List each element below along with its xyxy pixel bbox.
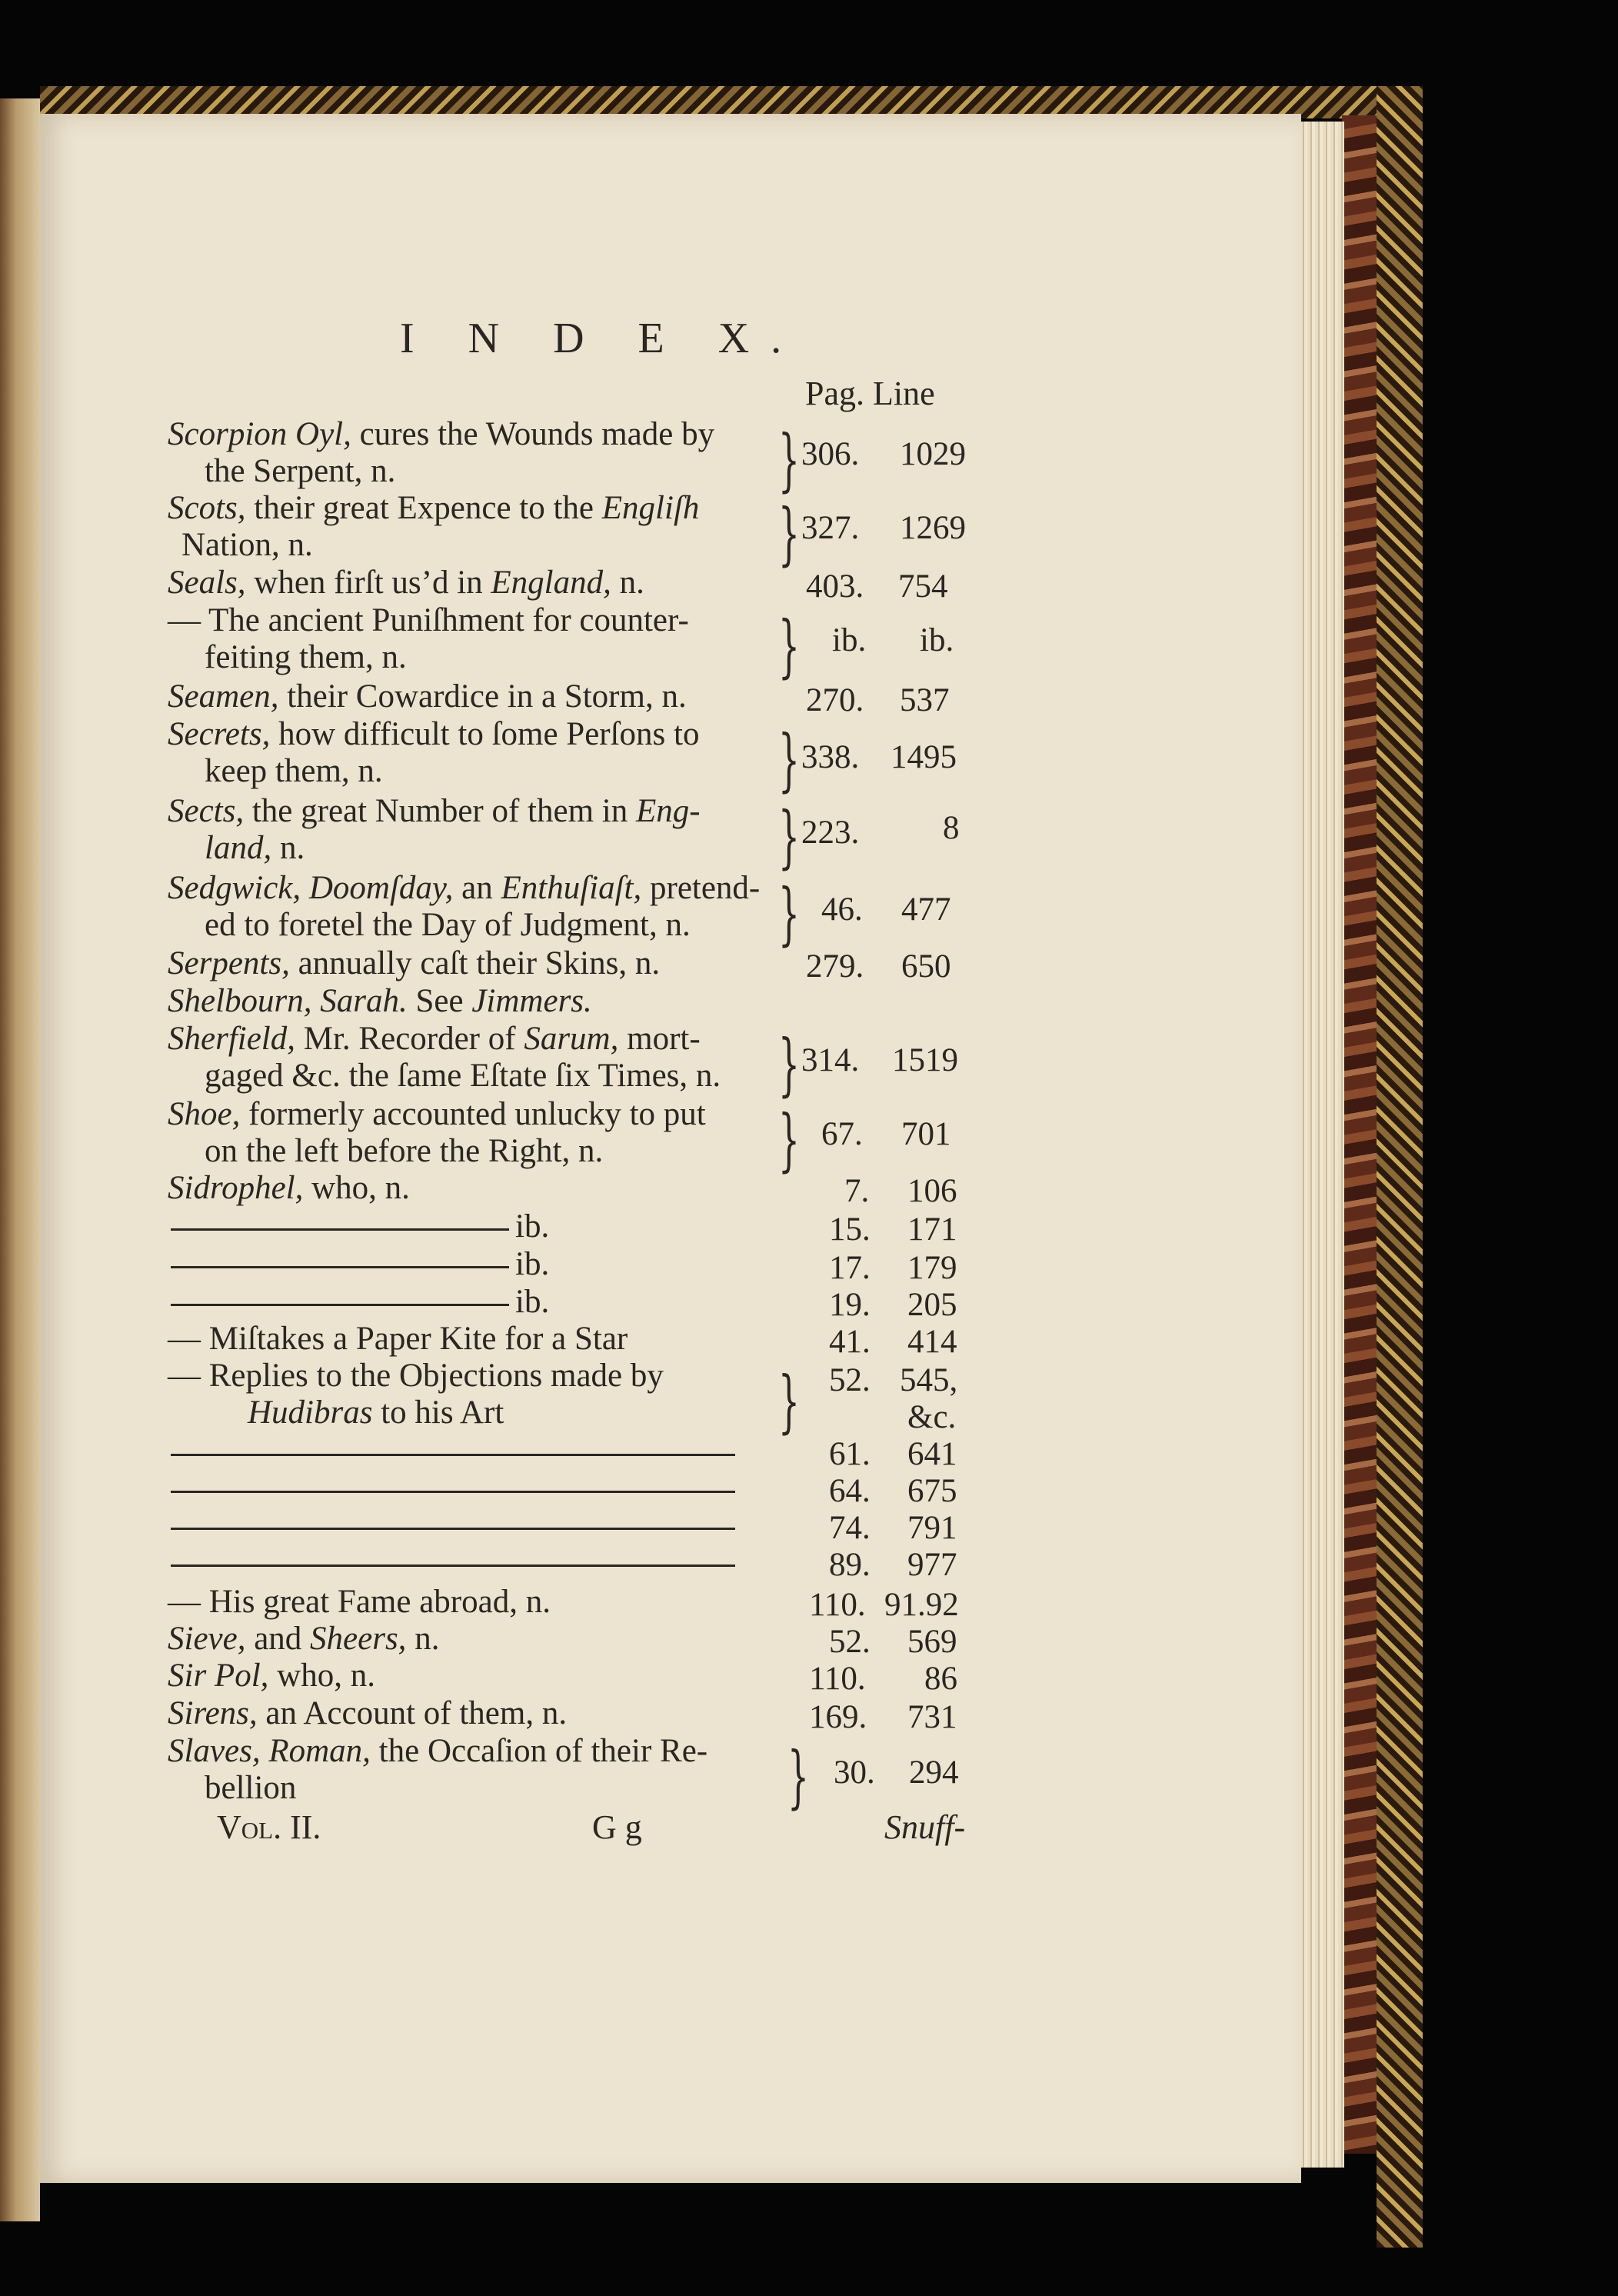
header-pag: Pag. <box>805 375 864 412</box>
entry-7-line1: Sedgwick, Doomſday, an Enthuſiaſt, pretend- <box>168 870 761 906</box>
entry-26-line2: bellion <box>205 1770 297 1806</box>
entry-13-page: 15. <box>829 1211 871 1248</box>
entry-26-line1: Slaves, Roman, the Occaſion of their Re- <box>168 1733 708 1769</box>
entry-6-page: 223. <box>801 815 860 851</box>
brace: } <box>778 798 800 877</box>
entry-14-line1: ib. <box>515 1246 550 1282</box>
entry-12-page: 7. <box>844 1173 870 1209</box>
entry-24-line1: Sir Pol, who, n. <box>168 1658 375 1694</box>
entry-23-page: 52. <box>829 1624 871 1660</box>
header-line: Line <box>873 375 935 412</box>
entry-11-line2: on the left before the Right, n. <box>205 1133 604 1169</box>
entry-25-line: 731 <box>907 1699 957 1735</box>
entry-19-page: 64. <box>829 1473 871 1509</box>
entry-17-line-cont: &c. <box>907 1399 957 1435</box>
entry-17-page: 52. <box>829 1362 871 1398</box>
brace: } <box>778 422 800 500</box>
repeat-rule <box>171 1528 735 1530</box>
entry-8-line1: Serpents, annually caſt their Skins, n. <box>168 945 661 981</box>
entry-7-line2: ed to foretel the Day of Judgment, n. <box>205 907 691 943</box>
entry-6-line: 8 <box>943 810 960 846</box>
entry-13-line: 171 <box>907 1211 957 1248</box>
entry-19-line: 675 <box>907 1473 957 1509</box>
entry-24-line: 86 <box>924 1661 957 1697</box>
entry-18-line: 641 <box>907 1436 957 1472</box>
brace: } <box>778 1363 800 1441</box>
entry-10-page: 314. <box>801 1042 860 1078</box>
volume-number: Vol. II. <box>217 1808 321 1846</box>
brace: } <box>778 721 800 800</box>
entry-21-line: 977 <box>907 1547 957 1583</box>
entry-12-line1: Sidrophel, who, n. <box>168 1170 410 1206</box>
signature-mark: G g <box>592 1808 642 1846</box>
entry-10-line: 1519 <box>892 1042 958 1078</box>
entry-16-line1: — Miſtakes a Paper Kite for a Star <box>168 1321 628 1357</box>
entry-3-line1: — The ancient Puniſhment for counter- <box>168 602 689 638</box>
entry-17-line2: Hudibras to his Art <box>248 1395 504 1431</box>
entry-17-line1: — Replies to the Objections made by <box>168 1358 664 1394</box>
entry-24-page: 110. <box>809 1661 866 1697</box>
entry-26-page: 30. <box>834 1754 875 1791</box>
entry-5-line: 1495 <box>891 739 957 775</box>
entry-11-line1: Shoe, formerly accounted unlucky to put <box>168 1096 706 1132</box>
brace: } <box>778 1101 800 1180</box>
page-edges <box>1300 122 1344 2168</box>
entry-4-line: 537 <box>900 682 950 718</box>
entry-6-line1: Sects, the great Number of them in Eng- <box>168 793 701 829</box>
column-header <box>805 374 935 413</box>
brace: } <box>778 608 800 686</box>
entry-7-line: 477 <box>901 891 951 928</box>
left-page-edge <box>0 98 40 2221</box>
entry-1-line2: Nation, n. <box>181 527 313 563</box>
entry-3-page: ib. <box>832 622 867 658</box>
entry-26-line: 294 <box>909 1754 959 1791</box>
entry-14-page: 17. <box>829 1250 871 1286</box>
entry-0-line2: the Serpent, n. <box>205 453 396 489</box>
entry-3-line: ib. <box>920 622 954 658</box>
entry-11-line: 701 <box>901 1116 951 1152</box>
entry-22-line: 91.92 <box>884 1587 959 1623</box>
entry-0-line: 1029 <box>900 436 966 472</box>
brace: } <box>778 1026 800 1105</box>
entry-17-line: 545, <box>900 1362 958 1398</box>
entry-10-line2: gaged &c. the ſame Eſtate ſix Times, n. <box>205 1058 721 1094</box>
repeat-rule <box>171 1304 509 1306</box>
entry-20-line: 791 <box>907 1510 957 1546</box>
entry-0-line1: Scorpion Oyl, cures the Wounds made by <box>168 416 715 452</box>
gilt-border-right <box>1377 86 1423 2248</box>
entry-23-line1: Sieve, and Sheers, n. <box>168 1621 440 1657</box>
entry-14-line: 179 <box>907 1250 957 1286</box>
entry-8-page: 279. <box>806 948 864 985</box>
entry-2-page: 403. <box>806 568 864 605</box>
entry-6-line2: land, n. <box>205 830 305 866</box>
entry-25-line1: Sirens, an Account of them, n. <box>168 1695 568 1731</box>
entry-16-line: 414 <box>907 1324 957 1360</box>
repeat-rule <box>171 1491 735 1493</box>
repeat-rule <box>171 1266 509 1268</box>
entry-10-line1: Sherfield, Mr. Recorder of Sarum, mort- <box>168 1021 701 1057</box>
entry-4-page: 270. <box>806 682 864 718</box>
entry-25-page: 169. <box>809 1699 867 1735</box>
entry-15-line1: ib. <box>515 1284 550 1320</box>
entry-5-line2: keep them, n. <box>205 753 383 789</box>
entry-5-page: 338. <box>801 739 860 775</box>
entry-18-page: 61. <box>829 1436 871 1472</box>
entry-15-page: 19. <box>829 1287 871 1323</box>
entry-1-page: 327. <box>801 510 860 546</box>
page-title: I N D E X. <box>400 315 804 362</box>
entry-12-line: 106 <box>907 1173 957 1209</box>
repeat-rule <box>171 1228 509 1231</box>
entry-4-line1: Seamen, their Cowardice in a Storm, n. <box>168 678 687 715</box>
brace: } <box>778 495 800 574</box>
entry-22-page: 110. <box>809 1587 866 1623</box>
entry-22-line1: — His great Fame abroad, n. <box>168 1584 551 1620</box>
marbled-endpaper <box>1342 115 1377 2154</box>
entry-9-line1: Shelbourn, Sarah. See Jimmers. <box>168 983 592 1019</box>
entry-7-page: 46. <box>821 891 863 928</box>
entry-2-line1: Seals, when firſt us’d in England, n. <box>168 565 644 601</box>
repeat-rule <box>171 1454 735 1456</box>
brace: } <box>787 1738 809 1817</box>
brace: } <box>778 875 800 954</box>
repeat-rule <box>171 1565 735 1567</box>
entry-15-line: 205 <box>907 1287 957 1323</box>
entry-1-line1: Scots, their great Expence to the Engliſh <box>168 490 700 526</box>
entry-1-line: 1269 <box>900 510 966 546</box>
entry-11-page: 67. <box>821 1116 863 1152</box>
entry-2-line: 754 <box>898 568 948 605</box>
catchword: Snuff- <box>884 1808 966 1846</box>
entry-23-line: 569 <box>907 1624 957 1660</box>
entry-16-page: 41. <box>829 1324 871 1360</box>
entry-20-page: 74. <box>829 1510 871 1546</box>
entry-3-line2: feiting them, n. <box>205 639 407 675</box>
entry-8-line: 650 <box>901 948 951 985</box>
entry-13-line1: ib. <box>515 1208 550 1245</box>
entry-5-line1: Secrets, how difficult to ſome Perſons to <box>168 716 700 752</box>
entry-0-page: 306. <box>801 436 860 472</box>
entry-21-page: 89. <box>829 1547 871 1583</box>
